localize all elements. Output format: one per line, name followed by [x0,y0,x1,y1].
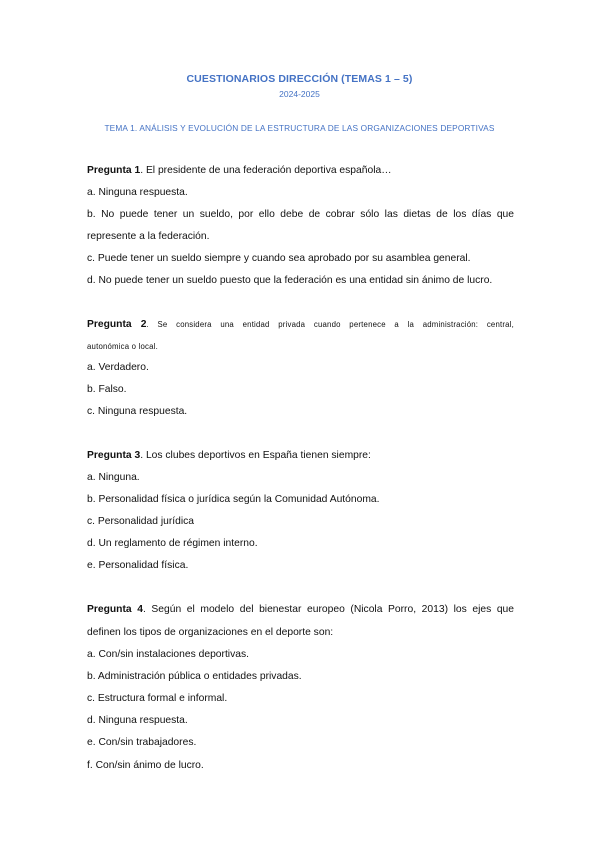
question-2-text: . Se considera una entidad privada cuando pertenece a la administración: central, [146,320,514,329]
question-4-option-d: d. Ninguna respuesta. [87,715,188,726]
question-1-option-c: c. Puede tener un sueldo siempre y cuando sea aprobado por su asamblea general. [87,253,471,264]
question-4-text: . Según el modelo del bienestar europeo (Nicola Porro, 2013) los ejes que [142,604,514,615]
topic-heading: TEMA 1. ANÁLISIS Y EVOLUCIÓN DE LA ESTRUCTURA DE LAS ORGANIZACIONES DEPORTIVAS [104,123,495,133]
question-2-option-a: a. Verdadero. [87,362,149,373]
question-3-option-d: d. Un reglamento de régimen interno. [87,538,258,549]
question-4-option-a: a. Con/sin instalaciones deportivas. [87,649,249,660]
question-1-text: . El presidente de una federación deportiva española… [140,165,392,176]
question-2-label: Pregunta 2 [87,319,147,330]
question-4-stem [87,603,514,617]
question-3-option-a: a. Ninguna. [87,472,140,483]
academic-year: 2024-2025 [279,89,320,99]
question-4-option-e: e. Con/sin trabajadores. [87,737,197,748]
question-1-option-d: d. No puede tener un sueldo puesto que la federación es una entidad sin ánimo de lucro. [87,275,493,286]
question-4-label: Pregunta 4 [87,604,143,615]
document-title: CUESTIONARIOS DIRECCIÓN (TEMAS 1 – 5) [186,73,413,85]
question-2-stem [87,318,514,332]
question-3-stem [87,449,371,463]
question-1-option-b-continued: represente a la federación. [87,231,210,242]
question-4-option-b: b. Administración pública o entidades privadas. [87,671,302,682]
question-2-option-c: c. Ninguna respuesta. [87,406,188,417]
question-1-label: Pregunta 1 [87,165,141,176]
question-3-option-e: e. Personalidad física. [87,560,189,571]
question-3-option-c: c. Personalidad jurídica [87,516,195,527]
question-1-option-a: a. Ninguna respuesta. [87,187,188,198]
question-1-stem [87,164,392,178]
question-2-text-continued: autonómica o local. [87,342,158,351]
question-2-option-b: b. Falso. [87,384,127,395]
question-3-option-b: b. Personalidad física o jurídica según la Comunidad Autónoma. [87,494,380,505]
question-1-option-b: b. No puede tener un sueldo, por ello debe de cobrar sólo las dietas de los días que [87,209,514,220]
question-4-option-f: f. Con/sin ánimo de lucro. [87,760,204,771]
question-3-label: Pregunta 3 [87,450,141,461]
question-4-option-c: c. Estructura formal e informal. [87,693,228,704]
question-4-text-continued: definen los tipos de organizaciones en el deporte son: [87,627,334,638]
question-3-text: . Los clubes deportivos en España tienen siempre: [140,450,371,461]
